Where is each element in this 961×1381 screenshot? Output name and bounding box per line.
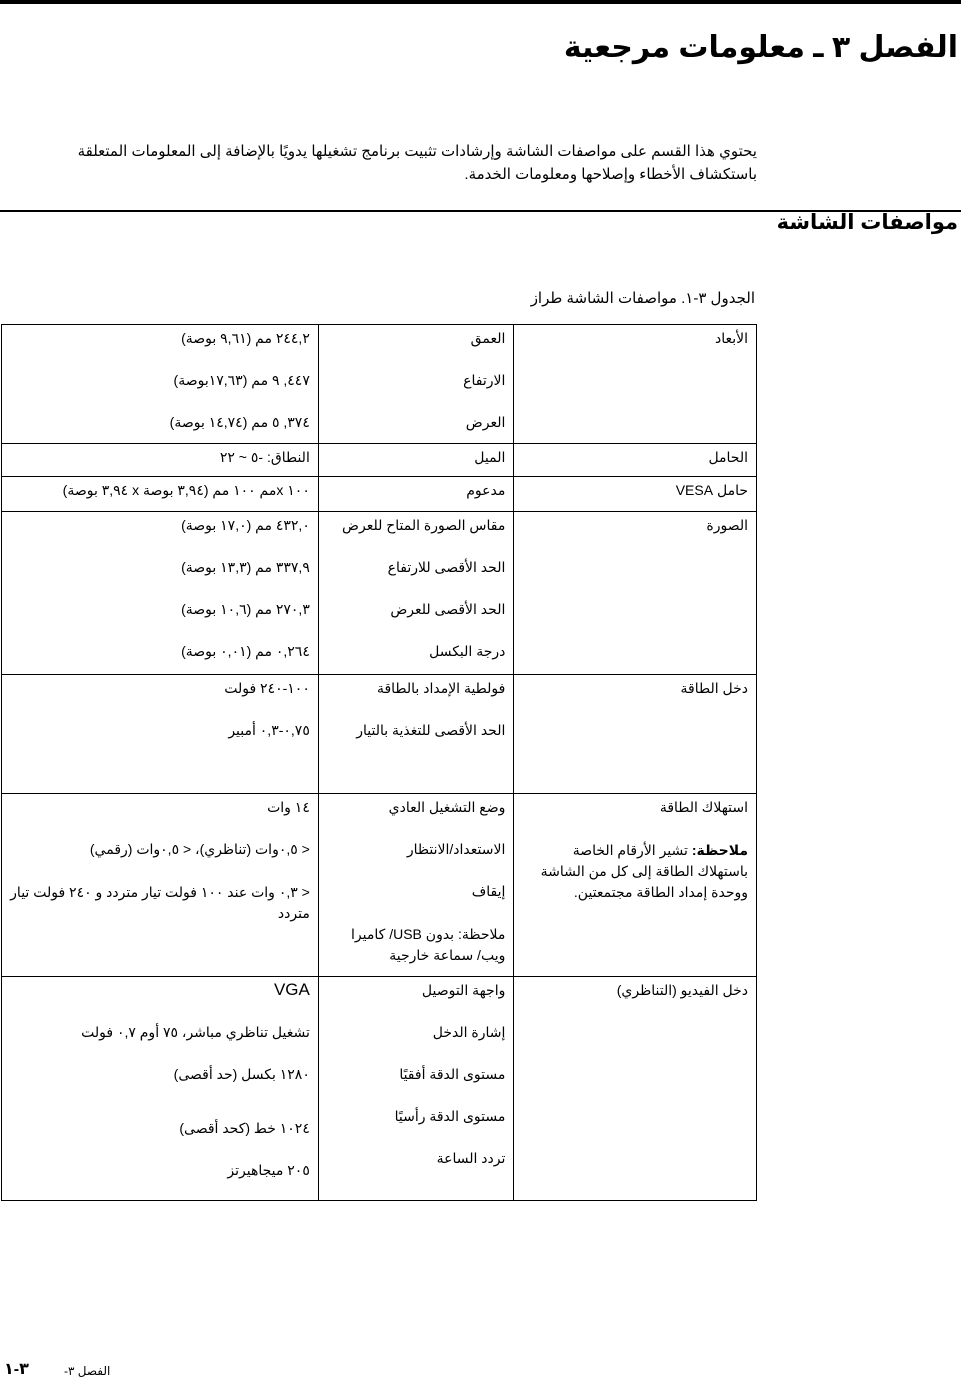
item-clock-frequency: تردد الساعة	[436, 1150, 506, 1166]
power-note	[520, 840, 748, 903]
item-normal-operation: وضع التشغيل العادي	[388, 799, 506, 815]
intro-line-1: يحتوي هذا القسم على مواصفات الشاشة وإرشادات تثبيت برنامج تشغيلها يدويًا بالإضافة إلى المعلومات المتعلقة	[77, 143, 757, 160]
item-cell	[318, 325, 514, 444]
value-vertical-resolution: ١٠٢٤ خط (كحد أقصى)	[179, 1120, 310, 1136]
value-cell	[2, 675, 319, 794]
item-max-width: الحد الأقصى للعرض	[390, 601, 506, 617]
intro-paragraph	[37, 140, 757, 186]
item-tilt: الميل	[474, 449, 506, 465]
item-cell	[318, 675, 514, 794]
value-max-width: ٢٧٠,٣ مم (١٠,٦ بوصة)	[181, 601, 310, 617]
value-cell	[2, 444, 319, 477]
item-input-signal: إشارة الدخل	[432, 1024, 506, 1040]
category-label: الحامل	[708, 449, 748, 465]
value-vesa: ١٠٠ xمم ١٠٠ مم (٣,٩٤ بوصة x ٣,٩٤ بوصة)	[62, 482, 310, 498]
item-max-current: الحد الأقصى للتغذية بالتيار	[356, 722, 506, 738]
item-pixel-pitch: درجة البكسل	[429, 643, 506, 659]
specs-table	[1, 324, 757, 1201]
item-width: العرض	[465, 414, 506, 430]
value-clock-frequency: ٢٠٥ ميجاهيرتز	[227, 1162, 310, 1178]
category-label: الصورة	[706, 517, 748, 533]
item-vertical-resolution: مستوى الدقة رأسيًا	[394, 1108, 506, 1124]
category-label: استهلاك الطاقة	[659, 799, 748, 815]
power-note-text: تشير الأرقام الخاصة باستهلاك الطاقة إلى كل من الشاشة ووحدة إمداد الطاقة مجتمعتين.	[540, 842, 748, 900]
value-cell	[2, 512, 319, 675]
category-cell	[514, 477, 757, 512]
value-max-height: ٣٣٧,٩ مم (١٣,٣ بوصة)	[181, 559, 310, 575]
category-label: دخل الطاقة	[680, 680, 748, 696]
value-cell	[2, 325, 319, 444]
value-interface: VGA	[273, 980, 310, 999]
item-cell	[318, 794, 514, 977]
category-cell	[514, 794, 757, 977]
item-cell	[318, 477, 514, 512]
item-supply-voltage: فولطية الإمداد بالطاقة	[376, 680, 506, 696]
table-row-image	[2, 512, 757, 675]
value-viewable-size: ٤٣٢,٠ مم (١٧,٠ بوصة)	[181, 517, 310, 533]
value-width: ٣٧٤, ٥ مم (١٤,٧٤ بوصة)	[169, 414, 310, 430]
item-depth: العمق	[470, 330, 506, 346]
item-cell	[318, 512, 514, 675]
table-row-power-input	[2, 675, 757, 794]
value-supply-voltage: ١٠٠-٢٤٠ فولت	[224, 680, 310, 696]
value-height: ٤٤٧, ٩ مم (١٧,٦٣بوصة)	[173, 372, 310, 388]
category-cell	[514, 444, 757, 477]
intro-line-2: باستكشاف الأخطاء وإصلاحها ومعلومات الخدمة.	[464, 166, 757, 183]
table-caption: الجدول ٣-١. مواصفات الشاشة طراز	[530, 290, 755, 307]
value-cell	[2, 977, 319, 1201]
section-title: مواصفات الشاشة	[776, 211, 958, 234]
category-label: حامل VESA	[675, 482, 748, 498]
table-row-power-consumption	[2, 794, 757, 977]
category-label: دخل الفيديو (التناظري)	[616, 982, 748, 998]
value-max-current: ٠,٧٥-٠,٣ أمبير	[228, 722, 310, 738]
footer-page-number: ٣-١	[4, 1361, 29, 1378]
value-tilt: النطاق: -٥ ~ ٢٢	[219, 449, 310, 465]
table-row-video-input	[2, 977, 757, 1201]
item-usb-note: ملاحظة: بدون USB/ كاميرا ويب/ سماعة خارجية	[351, 926, 506, 963]
table-row-vesa	[2, 477, 757, 512]
chapter-title: الفصل ٣ ـ معلومات مرجعية	[563, 31, 958, 64]
value-depth: ٢٤٤,٢ مم (٩,٦١ بوصة)	[181, 330, 310, 346]
value-input-signal: تشغيل تناظري مباشر، ٧٥ أوم ٠,٧ فولت	[81, 1024, 310, 1040]
item-cell	[318, 977, 514, 1201]
item-height: الارتفاع	[463, 372, 506, 388]
category-label: الأبعاد	[714, 330, 748, 346]
power-note-label: ملاحظة:	[691, 842, 748, 858]
category-cell	[514, 512, 757, 675]
item-standby: الاستعداد/الانتظار	[406, 841, 506, 857]
footer-chapter-label: الفصل ٣-	[64, 1364, 111, 1378]
category-cell	[514, 325, 757, 444]
table-row-dimensions	[2, 325, 757, 444]
top-rule	[0, 0, 961, 4]
item-supported: مدعوم	[466, 482, 506, 498]
value-normal-operation: ١٤ وات	[267, 799, 310, 815]
category-cell	[514, 977, 757, 1201]
value-off: < ٠,٣ وات عند ١٠٠ فولت تيار متردد و ٢٤٠ فولت تيار متردد	[10, 884, 310, 921]
item-off: إيقاف	[471, 883, 506, 899]
category-cell	[514, 675, 757, 794]
table-row-stand	[2, 444, 757, 477]
value-cell	[2, 794, 319, 977]
item-cell	[318, 444, 514, 477]
value-cell	[2, 477, 319, 512]
value-horizontal-resolution: ١٢٨٠ بكسل (حد أقصى)	[173, 1066, 310, 1082]
item-horizontal-resolution: مستوى الدقة أفقيًا	[399, 1066, 506, 1082]
item-interface: واجهة التوصيل	[421, 982, 506, 998]
value-standby: < ٠,٥وات (تناظري)، < ٠,٥وات (رقمي)	[89, 841, 310, 857]
item-max-height: الحد الأقصى للارتفاع	[387, 559, 506, 575]
value-pixel-pitch: ٠,٢٦٤ مم (٠,٠١ بوصة)	[181, 643, 310, 659]
item-viewable-size: مقاس الصورة المتاح للعرض	[342, 517, 506, 533]
